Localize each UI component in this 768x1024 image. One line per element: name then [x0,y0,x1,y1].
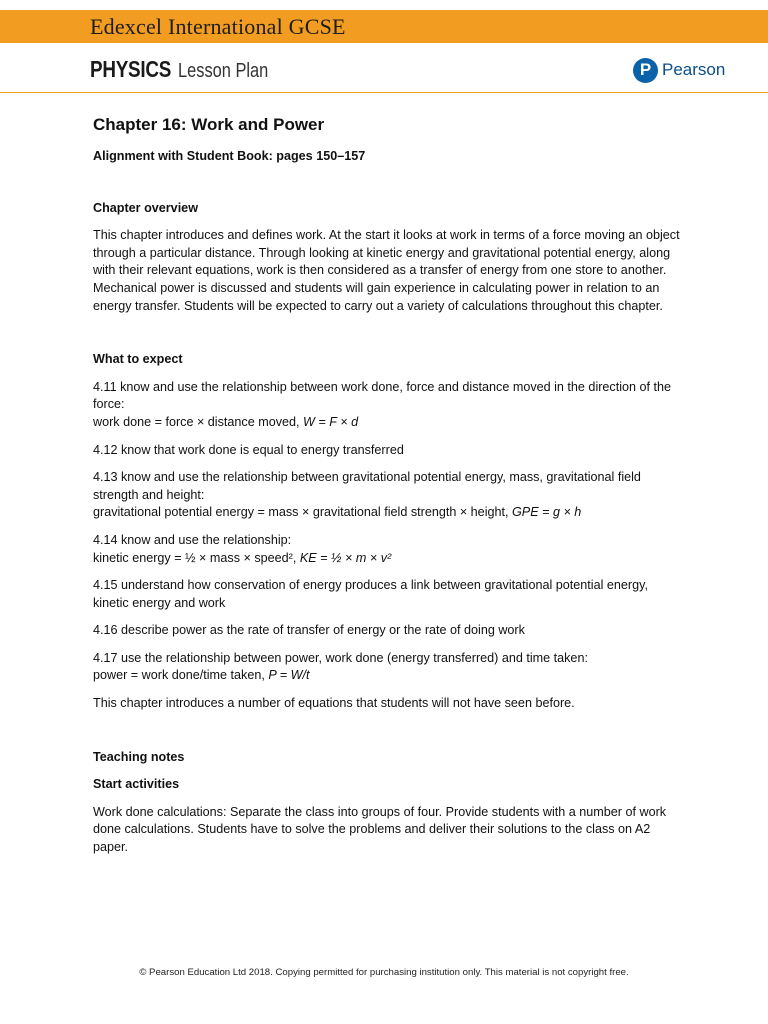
subject-subtitle: Lesson Plan [178,60,269,82]
overview-text: This chapter introduces and defines work. At the start it looks at work in terms of a force moving an object through a particular distance. Through looking at kinetic energy and gravitational potential energy, along with their relevant equations, work is then considered as a transfer of energy from one store to another. Mechanical power is discussed and students will gain experience in calculating power in relation to an energy transfer. Students will be expected to carry out a variety of calculations throughout this chapter. [93,228,680,313]
document-body [93,114,683,857]
chapter-title: Chapter 16: Work and Power [93,115,325,134]
spec-item-4-15: 4.15 understand how conservation of energy produces a link between gravitational potential energy, kinetic energy and work [93,578,648,610]
brand-title: Edexcel International GCSE [90,14,346,39]
header-divider [0,92,768,93]
start-activities-heading: Start activities [93,777,180,792]
expect-closing: This chapter introduces a number of equations that students will not have seen before. [93,696,575,711]
start-activities-text: Work done calculations: Separate the class into groups of four. Provide students with a number of work done calculations. Students have to solve the problems and deliver their solutions to the class on A2 paper. [93,804,667,855]
overview-heading: Chapter overview [93,200,198,215]
spec-item-4-17: 4.17 use the relationship between power, work done (energy transferred) and time taken: power = work done/time taken, P = W/t [93,650,588,683]
subject-row [90,56,269,86]
copyright-footer: © Pearson Education Ltd 2018. Copying permitted for purchasing institution only. This material is not copyright free. [139,967,629,978]
spec-item-4-12: 4.12 know that work done is equal to energy transferred [93,442,404,457]
expect-heading: What to expect [93,352,183,367]
spec-item-4-11: 4.11 know and use the relationship between work done, force and distance moved in the direction of the force: work done = force × distance moved, W = F × d [93,379,672,429]
subject-title: PHYSICS [90,56,172,82]
pearson-logo [633,56,725,84]
alignment-note: Alignment with Student Book: pages 150–157 [93,149,366,163]
spec-item-4-13: 4.13 know and use the relationship between gravitational potential energy, mass, gravitational field strength and height: gravitational potential energy = mass × gravitational field strength × height, GPE = g × h [93,470,641,520]
pearson-logo-text: Pearson [662,60,726,79]
spec-item-4-16: 4.16 describe power as the rate of transfer of energy or the rate of doing work [93,623,525,638]
spec-item-4-14: 4.14 know and use the relationship: kinetic energy = ½ × mass × speed², KE = ½ × m × v² [93,532,392,565]
pearson-logo-icon: P [633,58,658,83]
teaching-heading: Teaching notes [93,749,185,764]
